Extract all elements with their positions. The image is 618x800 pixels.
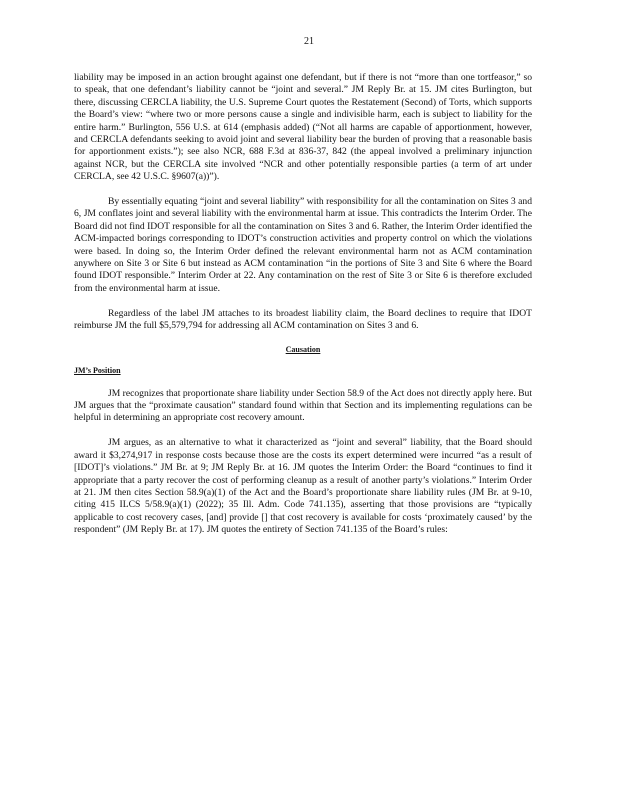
page-number: 21 [304, 36, 314, 47]
subheading [74, 366, 532, 375]
paragraph-1: liability may be imposed in an action brought against one defendant, but if there is not “more than one tortfeasor,” so to speak, that one defendant’s liability cannot be “joint and several.” JM Reply Br. at 15. JM cites Burlington, but there, discussing CERCLA liability, the U.S. Supreme Court quotes the Restatement (Second) of Torts, which supports the Board’s view: “where two or more persons cause a single and indivisible harm, each is subject to liability for the entire harm.” Burlington, 556 U.S. at 614 (emphasis added) (“Not all harms are capable of apportionment, however, and CERCLA defendants seeking to avoid joint and several liability bear the burden of proving that a reasonable basis for apportionment exists.”); see also NCR, 688 F.3d at 836-37, 842 (the appeal involved a preliminary injunction against NCR, but the CERCLA site involved “NCR and other potentially responsible parties (a term of art under CERCLA, see 42 U.S.C. §9607(a))”). [74, 72, 532, 183]
page-content [74, 72, 532, 537]
section-heading-text: Causation [285, 344, 321, 354]
section-heading [74, 345, 532, 354]
paragraph-3: Regardless of the label JM attaches to its broadest liability claim, the Board declines to require that IDOT reimburse JM the full $5,579,794 for addressing all ACM contamination on Sites 3 and 6. [74, 307, 532, 332]
paragraph-4: JM recognizes that proportionate share liability under Section 58.9 of the Act does not directly apply here. But JM argues that the “proximate causation” standard found within that Section and its implementing regulations can be helpful in determining an appropriate cost recovery amount. [74, 387, 532, 424]
subheading-text: JM’s Position [74, 366, 121, 376]
paragraph-2: By essentially equating “joint and several liability” with responsibility for all the contamination on Sites 3 and 6, JM conflates joint and several liability with the environmental harm at issue. This contradicts the Interim Order. The Board did not find IDOT responsible for all the contamination on Sites 3 and 6. Rather, the Interim Order identified the ACM-impacted borings corresponding to IDOT’s construction activities and property control on which the violations were based. In doing so, the Interim Order defined the relevant environmental harm not as ACM contamination anywhere on Site 3 or Site 6 but instead as ACM contamination “in the portions of Site 3 and Site 6 where the Board found IDOT responsible.” Interim Order at 22. Any contamination on the rest of Site 3 or Site 6 is therefore excluded from the environmental harm at issue. [74, 196, 532, 294]
paragraph-5: JM argues, as an alternative to what it characterized as “joint and several” liability, that the Board should award it $3,274,917 in response costs because those are the costs its expert determined were incurred “as a result of [IDOT]’s violations.” JM Br. at 9; JM Reply Br. at 16. JM quotes the Interim Order: the Board “continues to find it appropriate that a party recover the cost of performing cleanup as a result of another party’s violations.” Interim Order at 21. JM then cites Section 58.9(a)(1) of the Act and the Board’s proportionate share liability rules (JM Br. at 9-10, citing 415 ILCS 5/58.9(a)(1) (2022); 35 Ill. Adm. Code 741.135), asserting that those provisions are “typically applicable to cost recovery cases, [and] provide [] that cost recovery is available for costs ‘proximately caused’ by the respondent” (JM Reply Br. at 17). JM quotes the entirety of Section 741.135 of the Board’s rules: [74, 437, 532, 536]
